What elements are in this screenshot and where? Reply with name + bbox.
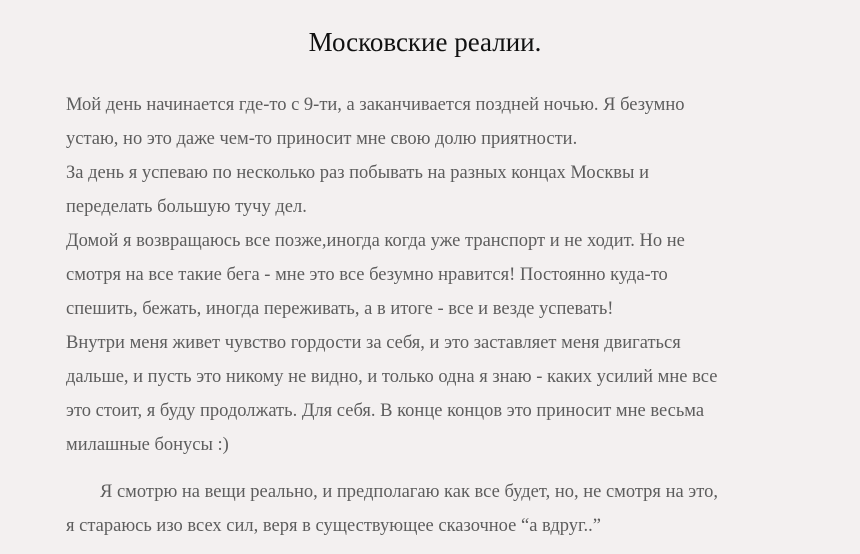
body-line: переделать большую тучу дел. <box>66 197 307 217</box>
body-line: За день я успеваю по несколько раз побывать на разных концах Москвы и <box>66 163 649 183</box>
closing-line: я стараюсь изо всех сил, веря в существующее сказочное “а вдруг..” <box>66 516 601 536</box>
body-line: смотря на все такие бега - мне это все безумно нравится! Постоянно куда-то <box>66 265 668 285</box>
body-line: устаю, но это даже чем-то приносит мне свою долю приятности. <box>66 129 578 149</box>
post-title: Московские реалии. <box>308 27 542 57</box>
body-line: Домой я возвращаюсь все позже,иногда когда уже транспорт и не ходит. Но не <box>66 231 685 251</box>
body-line: дальше, и пусть это никому не видно, и только одна я знаю - каких усилий мне все <box>66 367 718 387</box>
body-line: это стоит, я буду продолжать. Для себя. В конце концов это приносит мне весьма <box>66 401 705 421</box>
post-body <box>66 88 786 543</box>
paragraph-spacer <box>66 462 786 475</box>
body-line: спешить, бежать, иногда переживать, а в итоге - все и везде успевать! <box>66 299 614 319</box>
body-line: милашные бонусы :) <box>66 435 229 455</box>
body-line: Мой день начинается где-то с 9-ти, а заканчивается поздней ночью. Я безумно <box>66 95 685 115</box>
body-line: Внутри меня живет чувство гордости за себя, и это заставляет меня двигаться <box>66 333 681 353</box>
closing-line: Я смотрю на вещи реально, и предполагаю как все будет, но, не смотря на это, <box>100 482 718 502</box>
